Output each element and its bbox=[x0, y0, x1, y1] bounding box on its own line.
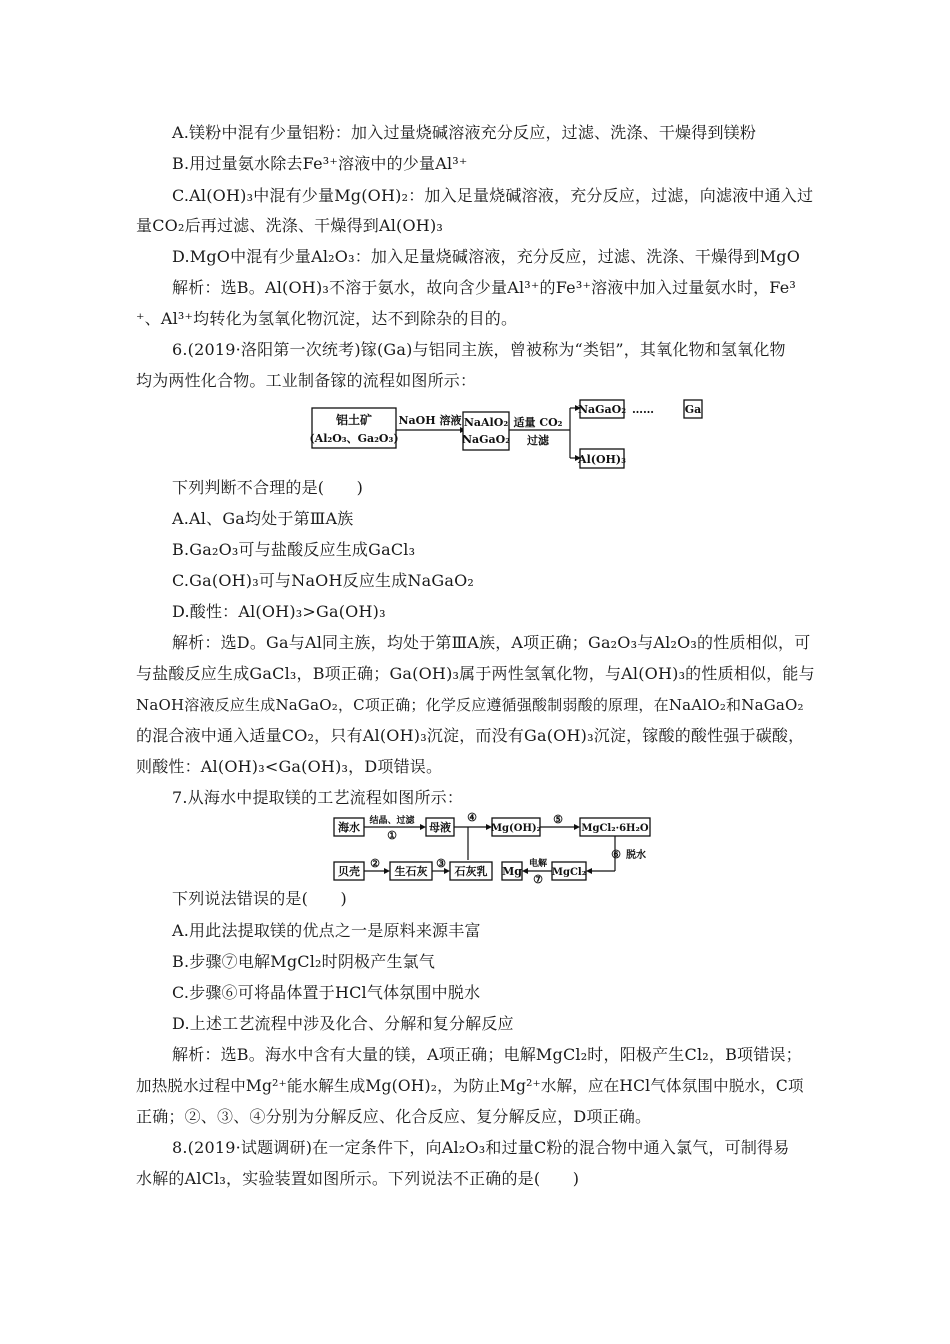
option-c-q6: C.Ga(OH)₃可与NaOH反应生成NaGaO₂ bbox=[172, 571, 475, 590]
option-d-q6: D.酸性：Al(OH)₃>Ga(OH)₃ bbox=[172, 602, 386, 621]
step-filter-label: 过滤 bbox=[527, 434, 549, 447]
step5-num: ⑤ bbox=[553, 813, 563, 826]
question-7-prompt: 下列说法错误的是( ) bbox=[172, 889, 347, 908]
analysis-q6-cont4: 则酸性：Al(OH)₃<Ga(OH)₃，D项错误。 bbox=[136, 757, 443, 776]
question-8-stem-cont: 水解的AlCl₃，实验装置如图所示。下列说法不正确的是( ) bbox=[136, 1169, 580, 1188]
step6-label: 脱水 bbox=[626, 850, 646, 861]
option-a-q6: A.Al、Ga均处于第ⅢA族 bbox=[172, 509, 354, 528]
option-c-q5-cont: 量CO₂后再过滤、洗涤、干燥得到Al(OH)₃ bbox=[136, 216, 444, 235]
option-b-q7: B.步骤⑦电解MgCl₂时阴极产生氯气 bbox=[172, 952, 436, 971]
step7-label: 电解 bbox=[528, 859, 548, 869]
step-naoh-label: NaOH 溶液 bbox=[398, 414, 462, 427]
step4-num: ④ bbox=[467, 812, 477, 824]
bauxite-formula: (Al₂O₃、Ga₂O₃) bbox=[309, 432, 399, 445]
option-c-q7: C.步骤⑥可将晶体置于HCl气体氛围中脱水 bbox=[172, 983, 481, 1002]
arrow-head bbox=[384, 868, 390, 874]
step2-num: ② bbox=[370, 857, 380, 870]
analysis-q7-cont1: 加热脱水过程中Mg²⁺能水解生成Mg(OH)₂，为防止Mg²⁺水解，应在HCl气体氛围中脱水，C项 bbox=[136, 1077, 804, 1095]
step1-num: ① bbox=[387, 829, 397, 842]
analysis-q7-cont2: 正确；②、③、④分别为分解反应、化合反应、复分解反应，D项正确。 bbox=[136, 1107, 652, 1126]
arrow-head bbox=[420, 824, 426, 830]
step6-num: ⑥ bbox=[611, 848, 621, 861]
analysis-q5-cont: ⁺、Al³⁺均转化为氢氧化物沉淀，达不到除杂的目的。 bbox=[136, 309, 518, 328]
ga-label: Ga bbox=[684, 403, 702, 416]
shell-label: 贝壳 bbox=[338, 865, 360, 878]
option-b-q6: B.Ga₂O₃可与盐酸反应生成GaCl₃ bbox=[172, 540, 416, 559]
bauxite-label: 铝土矿 bbox=[335, 413, 373, 427]
magnesium-flow-diagram bbox=[330, 812, 660, 886]
question-7-stem: 7.从海水中提取镁的工艺流程如图所示： bbox=[172, 788, 464, 807]
aloh3-label: Al(OH)₃ bbox=[578, 453, 626, 466]
mgcl2-label: MgCl₂ bbox=[551, 867, 587, 878]
naalo2-label: NaAlO₂ bbox=[463, 416, 509, 429]
analysis-q6: 解析：选D。Ga与Al同主族，均处于第ⅢA族，A项正确；Ga₂O₃与Al₂O₃的性质相似，可 bbox=[172, 633, 811, 652]
quicklime-label: 生石灰 bbox=[394, 865, 428, 878]
option-d-q5: D.MgO中混有少量Al₂O₃：加入足量烧碱溶液，充分反应，过滤、洗涤、干燥得到MgO bbox=[172, 247, 801, 266]
step-co2-label: 适量 CO₂ bbox=[513, 416, 563, 429]
analysis-q7: 解析：选B。海水中含有大量的镁，A项正确；电解MgCl₂时，阳极产生Cl₂，B项错误； bbox=[172, 1045, 802, 1064]
option-c-q5: C.Al(OH)₃中混有少量Mg(OH)₂：加入足量烧碱溶液，充分反应，过滤，向滤液中通入过 bbox=[172, 186, 814, 205]
question-6-prompt: 下列判断不合理的是( ) bbox=[172, 478, 364, 497]
mother-liquor-label: 母液 bbox=[429, 821, 451, 834]
option-a-q5: A.镁粉中混有少量铝粉：加入过量烧碱溶液充分反应，过滤、洗涤、干燥得到镁粉 bbox=[172, 123, 757, 142]
question-8-stem: 8.(2019·试题调研)在一定条件下，向Al₂O₃和过量C粉的混合物中通入氯气，可制得易 bbox=[172, 1138, 790, 1157]
analysis-q6-cont2: NaOH溶液反应生成NaGaO₂，C项正确；化学反应遵循强酸制弱酸的原理，在NaAlO₂和NaGaO₂ bbox=[136, 696, 804, 714]
nagao2-label: NaGaO₂ bbox=[461, 433, 511, 446]
step1-label: 结晶、过滤 bbox=[369, 816, 415, 826]
arrow-head bbox=[574, 824, 580, 830]
option-d-q7: D.上述工艺流程中涉及化合、分解和复分解反应 bbox=[172, 1014, 514, 1033]
question-6-stem-cont: 均为两性化合物。工业制备镓的流程如图所示： bbox=[136, 371, 477, 390]
option-a-q7: A.用此法提取镁的优点之一是原料来源丰富 bbox=[172, 921, 481, 940]
option-b-q5: B.用过量氨水除去Fe³⁺溶液中的少量Al³⁺ bbox=[172, 154, 468, 173]
gallium-flow-diagram bbox=[300, 398, 710, 472]
step3-num: ③ bbox=[436, 857, 446, 870]
mgoh2-label: Mg(OH)₂ bbox=[490, 823, 542, 834]
mgcl2-hydrate-label: MgCl₂·6H₂O bbox=[581, 823, 649, 834]
mg-label: Mg bbox=[502, 865, 522, 878]
limemilk-label: 石灰乳 bbox=[454, 865, 488, 878]
arrow-head bbox=[586, 868, 592, 874]
ellipsis-label: …… bbox=[632, 403, 654, 416]
step7-num: ⑦ bbox=[533, 873, 543, 886]
analysis-q5: 解析：选B。Al(OH)₃不溶于氨水，故向含少量Al³⁺的Fe³⁺溶液中加入过量氨水时，Fe³ bbox=[172, 278, 796, 297]
nagao2-out-label: NaGaO₂ bbox=[577, 403, 627, 416]
analysis-q6-cont3: 的混合液中通入适量CO₂，只有Al(OH)₃沉淀，而没有Ga(OH)₃沉淀，镓酸的酸性强于碳酸， bbox=[136, 726, 805, 745]
arrow-head bbox=[522, 868, 528, 874]
question-6-stem: 6.(2019·洛阳第一次统考)镓(Ga)与铝同主族，曾被称为“类铝”，其氧化物和氢氧化物 bbox=[172, 340, 786, 359]
analysis-q6-cont1: 与盐酸反应生成GaCl₃，B项正确；Ga(OH)₃属于两性氢氧化物，与Al(OH)₃的性质相似，能与 bbox=[136, 664, 815, 683]
seawater-label: 海水 bbox=[338, 821, 360, 834]
